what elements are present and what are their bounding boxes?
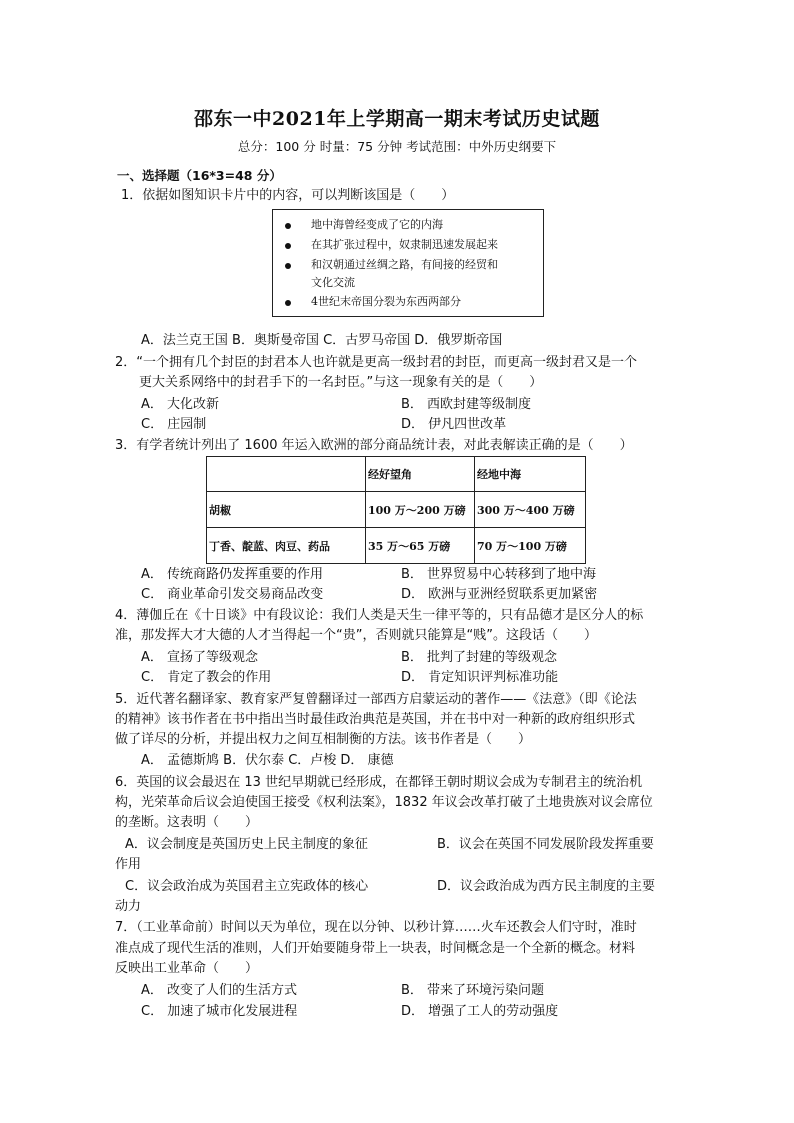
q4-option-c: C． 肯定了教会的作用: [141, 670, 272, 685]
exam-info: 总分：100 分 时量：75 分钟 考试范围：中外历史纲要下: [237, 139, 557, 154]
q6-option-b: B．议会在英国不同发展阶段发挥重要: [437, 837, 654, 852]
card-item: 文化交流: [311, 276, 355, 289]
q5-stem: 的精神》该书作者在书中指出当时最佳政治典范是英国，并在书中对一种新的政府组织形式: [115, 712, 636, 727]
table-cell: 100 万～200 万磅: [366, 492, 475, 528]
section-heading: 一、选择题（16*3=48 分）: [117, 168, 282, 183]
q2-option-b: B． 西欧封建等级制度: [401, 397, 532, 412]
q6-option-b-cont: 作用: [115, 857, 142, 872]
page-title: 邵东一中2021年上学期高一期末考试历史试题: [194, 108, 600, 130]
q4-stem: 4．薄伽丘在《十日谈》中有段议论：我们人类是天生一律平等的，只有品德才是区分人的标: [115, 608, 644, 623]
q3-option-c: C． 商业革命引发交易商品改变: [141, 587, 324, 602]
card-item: 地中海曾经变成了它的内海: [311, 218, 443, 231]
q3-stem: 3．有学者统计列出了 1600 年运入欧洲的部分商品统计表，对此表解读正确的是（ ）: [115, 438, 633, 453]
q7-stem: 准点成了现代生活的准则，人们开始要随身带上一块表，时间概念是一个全新的概念。材料: [115, 941, 636, 956]
table-header-row: [207, 457, 586, 492]
table-cell: [207, 457, 366, 492]
q6-stem: 的垄断。这表明（ ）: [115, 815, 259, 830]
q2-option-a: A． 大化改新: [141, 397, 220, 412]
table-cell: 丁香、靛蓝、肉豆、药品: [207, 528, 366, 564]
bullet-icon: [285, 243, 291, 249]
table-cell: 35 万～65 万磅: [366, 528, 475, 564]
q1-stem: 1．依据如图知识卡片中的内容，可以判断该国是（ ）: [121, 188, 455, 203]
knowledge-card: [272, 209, 544, 317]
goods-table: [206, 456, 586, 564]
q6-stem: 构，光荣革命后议会迫使国王接受《权利法案》，1832 年议会改革打破了土地贵族对议会席位: [115, 795, 653, 810]
q7-stem: 反映出工业革命（ ）: [115, 961, 259, 976]
q3-option-d: D． 欧洲与亚洲经贸联系更加紧密: [401, 587, 598, 602]
q3-option-b: B． 世界贸易中心转移到了地中海: [401, 567, 597, 582]
q2-stem: 2．“一个拥有几个封臣的封君本人也许就是更高一级封君的封臣，而更高一级封君又是一个: [115, 355, 638, 370]
q4-option-a: A． 宣扬了等级观念: [141, 650, 259, 665]
table-cell: 胡椒: [207, 492, 366, 528]
q4-stem: 准，那发挥大才大德的人才当得起一个“贵”，否则就只能算是“贱”。这段话（ ）: [115, 628, 597, 643]
q7-option-b: B． 带来了环境污染问题: [401, 983, 545, 998]
q6-option-d-cont: 动力: [115, 899, 142, 914]
card-item: 和汉朝通过丝绸之路，有间接的经贸和: [311, 258, 498, 271]
q1-options: A．法兰克王国 B．奥斯曼帝国 C．古罗马帝国 D．俄罗斯帝国: [141, 333, 503, 348]
q7-option-d: D． 增强了工人的劳动强度: [401, 1004, 559, 1019]
q6-option-c: C．议会政治成为英国君主立宪政体的核心: [125, 879, 369, 894]
table-cell: 300 万～400 万磅: [475, 492, 586, 528]
q7-option-a: A． 改变了人们的生活方式: [141, 983, 298, 998]
q5-stem: 5．近代著名翻译家、教育家严复曾翻译过一部西方启蒙运动的著作——《法意》（即《论法: [115, 692, 637, 707]
q3-option-a: A． 传统商路仍发挥重要的作用: [141, 567, 324, 582]
q5-options: A． 孟德斯鸠 B．伏尔泰 C．卢梭 D． 康德: [141, 753, 394, 768]
q7-stem: 7．（工业革命前）时间以天为单位，现在以分钟、以秒计算……火车还教会人们守时，准时: [115, 920, 637, 935]
q7-option-c: C． 加速了城市化发展进程: [141, 1004, 298, 1019]
q4-option-b: B． 批判了封建的等级观念: [401, 650, 558, 665]
card-item: 在其扩张过程中，奴隶制迅速发展起来: [311, 238, 498, 251]
card-item: 4世纪末帝国分裂为东西两部分: [311, 295, 461, 308]
q6-option-a: A．议会制度是英国历史上民主制度的象征: [125, 837, 368, 852]
q6-stem: 6．英国的议会最迟在 13 世纪早期就已经形成，在都铎王朝时期议会成为专制君主的统治机: [115, 775, 643, 790]
q6-option-d: D．议会政治成为西方民主制度的主要: [437, 879, 656, 894]
table-row: [207, 492, 586, 528]
q2-stem: 更大关系网络中的封君手下的一名封臣。”与这一现象有关的是（ ）: [139, 375, 543, 390]
bullet-icon: [285, 300, 291, 306]
q2-option-d: D． 伊凡四世改革: [401, 417, 507, 432]
q4-option-d: D． 肯定知识评判标准功能: [401, 670, 559, 685]
table-cell: 70 万～100 万磅: [475, 528, 586, 564]
table-cell: 经好望角: [366, 457, 475, 492]
q2-option-c: C． 庄园制: [141, 417, 207, 432]
table-cell: 经地中海: [475, 457, 586, 492]
q5-stem: 做了详尽的分析，并提出权力之间互相制衡的方法。该书作者是（ ）: [115, 732, 532, 747]
bullet-icon: [285, 223, 291, 229]
table-row: [207, 528, 586, 564]
bullet-icon: [285, 263, 291, 269]
